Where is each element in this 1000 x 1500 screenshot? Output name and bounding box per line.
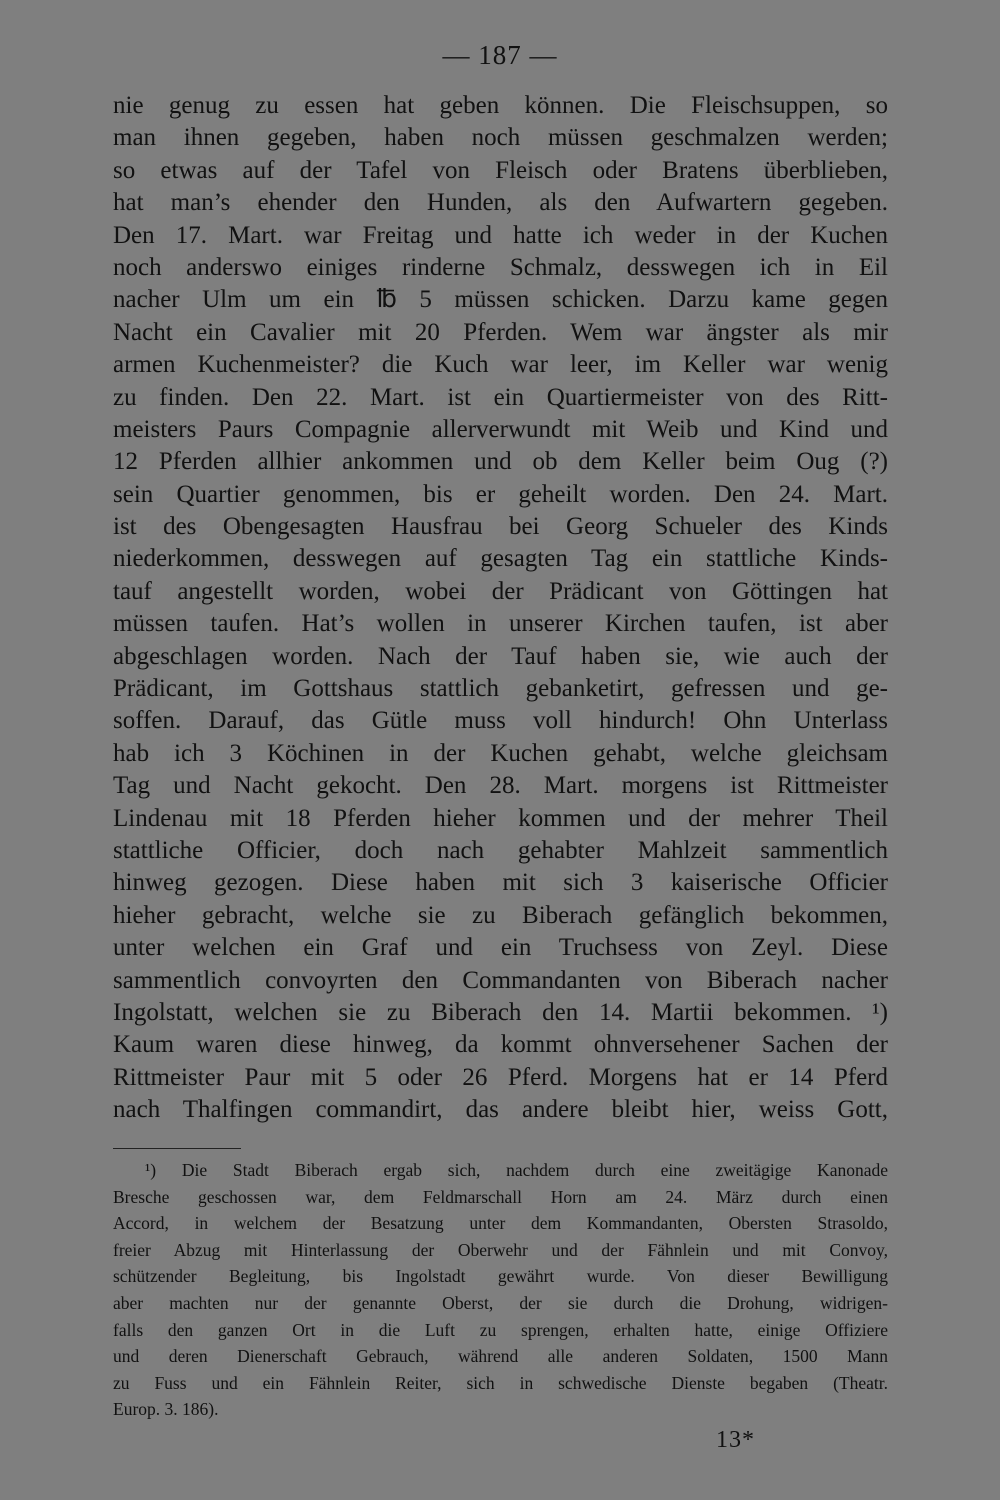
body-text xyxy=(113,90,888,1127)
body-line: nach Thalfingen commandirt, das andere bleibt hier, weiss Gott, xyxy=(113,1096,888,1124)
body-line: unter welchen ein Graf und ein Truchsess von Zeyl. Diese xyxy=(113,934,888,962)
body-line: armen Kuchenmeister? die Kuch war leer, im Keller war wenig xyxy=(113,351,888,379)
body-line: Tag und Nacht gekocht. Den 28. Mart. morgens ist Rittmeister xyxy=(113,772,888,800)
body-line: so etwas auf der Tafel von Fleisch oder Bratens überblieben, xyxy=(113,156,888,184)
signature-mark: 13* xyxy=(716,1427,755,1453)
body-line: niederkommen, desswegen auf gesagten Tag ein stattliche Kinds- xyxy=(113,545,888,573)
body-line: nie genug zu essen hat geben können. Die Fleischsuppen, so xyxy=(113,92,888,119)
footnote-line: und deren Dienerschaft Gebrauch, während alle anderen Soldaten, 1500 Mann xyxy=(113,1346,888,1367)
body-line: Lindenau mit 18 Pferden hieher kommen und der mehrer Theil xyxy=(113,804,888,832)
body-line: hinweg gezogen. Diese haben mit sich 3 kaiserische Officier xyxy=(113,869,888,897)
body-line: Nacht ein Cavalier mit 20 Pferden. Wem war ängster als mir xyxy=(113,318,888,346)
body-line: nacher Ulm um ein ℔ 5 müssen schicken. Darzu kame gegen xyxy=(113,286,888,314)
body-line: ist des Obengesagten Hausfrau bei Georg Schueler des Kinds xyxy=(113,513,888,541)
body-line: meisters Paurs Compagnie allerverwundt mit Weib und Kind und xyxy=(113,415,888,443)
body-line: zu finden. Den 22. Mart. ist ein Quartiermeister von des Ritt- xyxy=(113,383,888,411)
body-line: müssen taufen. Hat’s wollen in unserer Kirchen taufen, ist aber xyxy=(113,610,888,638)
body-line: Den 17. Mart. war Freitag und hatte ich weder in der Kuchen xyxy=(113,221,888,249)
footnote-line: Europ. 3. 186). xyxy=(113,1399,219,1420)
footnote-line: zu Fuss und ein Fähnlein Reiter, sich in schwedische Dienste begaben (Theatr. xyxy=(113,1372,888,1393)
body-line: soffen. Darauf, das Gütle muss voll hindurch! Ohn Unterlass xyxy=(113,707,888,735)
footnote xyxy=(113,1157,888,1423)
body-line: Rittmeister Paur mit 5 oder 26 Pferd. Morgens hat er 14 Pferd xyxy=(113,1063,888,1091)
body-line: hab ich 3 Köchinen in der Kuchen gehabt, welche gleichsam xyxy=(113,739,888,767)
footnote-line: freier Abzug mit Hinterlassung der Oberwehr und der Fähnlein und mit Convoy, xyxy=(113,1239,888,1260)
footnote-line: schützender Begleitung, bis Ingolstadt gewährt wurde. Von dieser Bewilligung xyxy=(113,1266,888,1287)
body-line: sein Quartier genommen, bis er geheilt worden. Den 24. Mart. xyxy=(113,480,888,508)
body-line: noch anderswo einiges rinderne Schmalz, desswegen ich in Eil xyxy=(113,253,888,281)
footnote-line: Bresche geschossen war, dem Feldmarschall Horn am 24. März durch einen xyxy=(113,1186,888,1207)
body-line: tauf angestellt worden, wobei der Prädicant von Göttingen hat xyxy=(113,577,888,605)
footnote-line: Accord, in welchem der Besatzung unter dem Kommandanten, Obersten Strasoldo, xyxy=(113,1213,888,1234)
footnote-line: aber machten nur der genannte Oberst, der sie durch die Drohung, widrigen- xyxy=(113,1292,888,1313)
body-line: sammentlich convoyrten den Commandanten von Biberach nacher xyxy=(113,966,888,994)
body-line: 12 Pferden allhier ankommen und ob dem Keller beim Oug (?) xyxy=(113,448,888,476)
footnote-line: ¹) Die Stadt Biberach ergab sich, nachdem durch eine zweitägige Kanonade xyxy=(145,1160,888,1180)
footnote-divider xyxy=(113,1148,241,1149)
footnote-line: falls den ganzen Ort in die Luft zu sprengen, erhalten hatte, einige Offiziere xyxy=(113,1319,888,1340)
body-line: hieher gebracht, welche sie zu Biberach gefänglich bekommen, xyxy=(113,901,888,929)
page-number: — 187 — xyxy=(442,40,558,70)
body-line: man ihnen gegeben, haben noch müssen geschmalzen werden; xyxy=(113,124,888,152)
body-line: Kaum waren diese hinweg, da kommt ohnversehener Sachen der xyxy=(113,1031,888,1059)
body-line: Ingolstatt, welchen sie zu Biberach den 14. Martii bekommen. ¹) xyxy=(113,998,888,1026)
body-line: hat man’s ehender den Hunden, als den Aufwartern gegeben. xyxy=(113,189,888,217)
body-line: Prädicant, im Gottshaus stattlich gebanketirt, gefressen und ge- xyxy=(113,675,888,703)
body-line: abgeschlagen worden. Nach der Tauf haben sie, wie auch der xyxy=(113,642,888,670)
body-line: stattliche Officier, doch nach gehabter Mahlzeit sammentlich xyxy=(113,836,888,864)
